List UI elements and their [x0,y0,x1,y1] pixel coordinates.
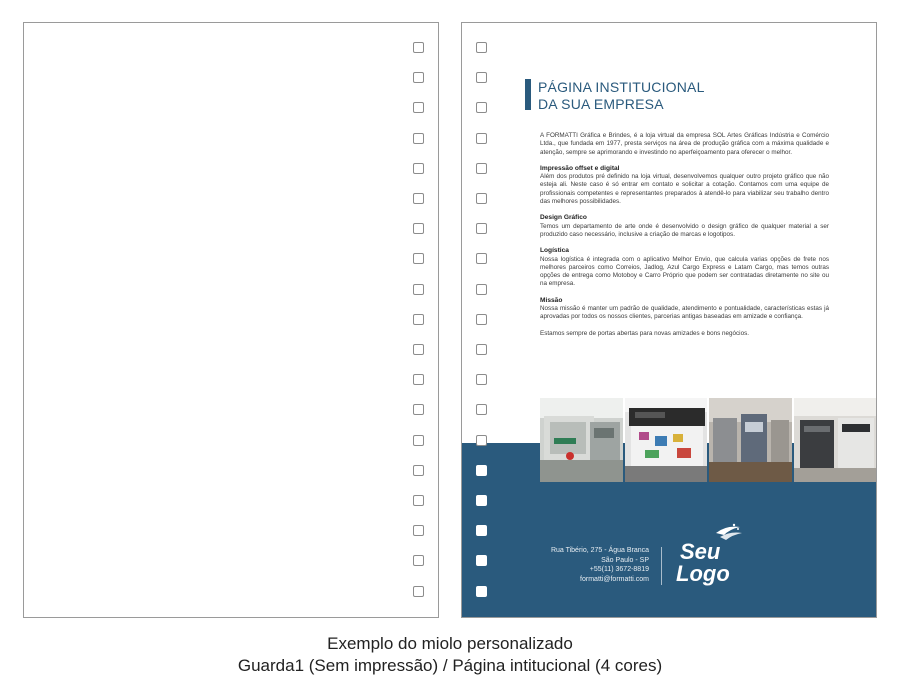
binder-hole-icon [413,404,424,415]
binder-hole-icon [476,133,487,144]
binder-hole-icon [413,495,424,506]
section-heading-offset: Impressão offset e digital [540,164,620,172]
binder-hole-icon [476,72,487,83]
binder-hole-icon [476,193,487,204]
address-city: São Paulo - SP [601,556,649,564]
section-text-logistics: Nossa logística é integrada com o aplicativo Melhor Envio, que calcula varias opções de frete nos melhores parceiros como Correios, Jadlog, Azul Cargo Express e Latam Cargo, mas temos outras opções de entrega como Motoboy e Carro Próprio que podem ser contratadas diretamente no site ou na empresa. [540,255,829,288]
page-title [538,79,705,113]
binder-hole-icon [413,435,424,446]
binder-hole-icon [476,465,487,476]
figure-caption [0,633,900,677]
binder-hole-icon [413,133,424,144]
binder-hole-icon [476,102,487,113]
binder-hole-icon [476,163,487,174]
photo-print-shop-floor [709,398,792,482]
left-page-blank-guard [23,22,439,618]
binder-hole-icon [413,72,424,83]
address-email: formatti@formatti.com [580,575,649,583]
caption-line1: Exemplo do miolo personalizado [327,634,573,653]
binder-hole-icon [476,374,487,385]
binder-hole-icon [413,374,424,385]
logo-line2: Logo [676,561,730,586]
binder-hole-icon [413,555,424,566]
page-title-line1: PÁGINA INSTITUCIONAL [538,79,705,95]
binder-hole-icon [413,525,424,536]
right-page-institutional [461,22,877,618]
binder-hole-icon [476,404,487,415]
binder-hole-icon [413,284,424,295]
title-accent-bar [525,79,531,110]
logo-line1: Seu [680,539,721,564]
intro-paragraph: A FORMATTI Gráfica e Brindes, é a loja virtual da empresa SOL Artes Gráficas Indústria e Comércio Ltda., que fundada em 1977, presta serviços na área de produção gráfica com a máxima qualidade e atenção, sempre se aprimorando e investindo no aperfeiçoamento para oferecer o melhor. [540,132,829,156]
photo-offset-press [540,398,623,482]
footer-divider [661,547,662,585]
photo-strip [540,398,876,482]
caption-line2: Guarda1 (Sem impressão) / Página intitucional (4 cores) [237,656,663,675]
binder-hole-icon [413,193,424,204]
binder-hole-icon [476,525,487,536]
address-phone: +55(11) 3672-8819 [589,566,649,574]
binder-hole-icon [413,223,424,234]
photo-digital-printers [794,398,877,482]
section-text-design: Temos um departamento de arte onde é desenvolvido o design gráfico de qualquer material a ser produzido caso necessário, inclusive a criação de marcas e logotipos. [540,222,829,238]
binder-hole-icon [413,163,424,174]
closing-paragraph: Estamos sempre de portas abertas para novas amizades e bons negócios. [540,329,749,337]
binder-hole-icon [476,314,487,325]
institutional-text [540,132,829,346]
section-heading-logistics: Logística [540,247,569,255]
binder-hole-icon [476,586,487,597]
binder-hole-icon [413,344,424,355]
company-logo [674,523,744,587]
binder-hole-icon [413,102,424,113]
binder-hole-icon [476,253,487,264]
binder-hole-icon [413,586,424,597]
company-address [512,546,649,584]
binder-hole-icon [476,344,487,355]
section-text-mission: Nossa missão é manter um padrão de qualidade, atendimento e pontualidade, características estas já aprovadas por todos os nossos clientes, parcerias antigas baseadas em amizade e confiança. [540,305,829,321]
binder-hole-icon [476,435,487,446]
section-heading-design: Design Gráfico [540,214,587,222]
binder-hole-icon [413,253,424,264]
section-heading-mission: Missão [540,296,563,304]
binder-hole-icon [413,465,424,476]
binder-hole-icon [476,495,487,506]
binder-hole-icon [476,223,487,234]
binder-hole-icon [476,555,487,566]
photo-large-format-printer [625,398,708,482]
binder-hole-icon [476,284,487,295]
address-street: Rua Tibério, 275 - Água Branca [550,547,649,554]
binder-hole-icon [413,314,424,325]
binder-hole-icon [476,42,487,53]
section-text-offset: Além dos produtos pré definido na loja virtual, desenvolvemos qualquer outro projeto gráfico que não esteja ali. Neste caso é só entrar em contato e solicitar a cotação. Contamos com uma equipe de profissionais competentes e representantes preparados à atendê-lo para viabilizar seu trabalho dentro das melhores possibilidades. [540,173,829,206]
page-title-line2: DA SUA EMPRESA [538,96,664,112]
binder-hole-icon [413,42,424,53]
